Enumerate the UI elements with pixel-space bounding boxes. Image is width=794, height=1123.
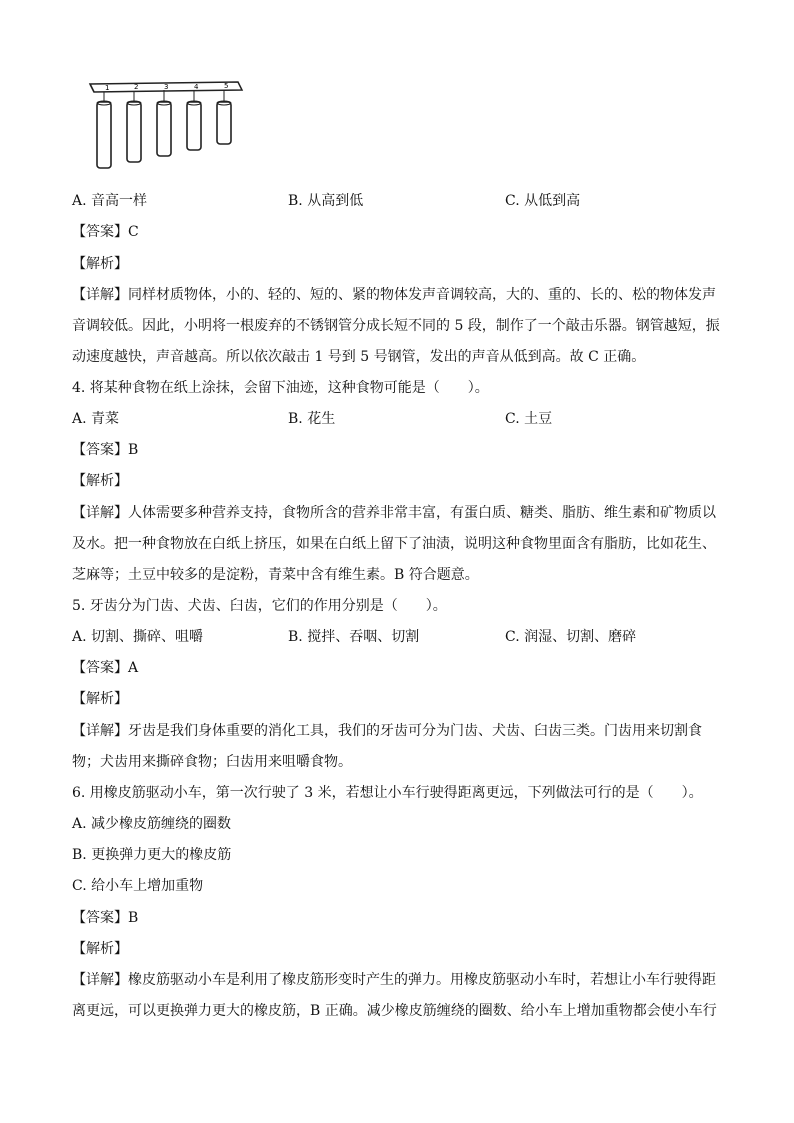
- q6-option-a: A. 减少橡皮筋缠绕的圈数: [72, 816, 232, 832]
- tube-5: [217, 102, 231, 144]
- q6-detail-line-1: 【详解】橡皮筋驱动小车是利用了橡皮筋形变时产生的弹力。用橡皮筋驱动小车时，若想让小车行驶得距: [72, 972, 716, 988]
- q5-option-b: B. 搅拌、吞咽、切割: [288, 629, 420, 645]
- q4-detail-line-3: 芝麻等；土豆中较多的是淀粉，青菜中含有维生素。B 符合题意。: [72, 567, 479, 583]
- q4-option-b: B. 花生: [288, 411, 336, 427]
- tube-label-4: 4: [194, 83, 199, 91]
- q6-analysis-label: 解析: [86, 941, 114, 957]
- q4-question: 4. 将某种食物在纸上涂抹，会留下油迹，这种食物可能是（ ）。: [72, 380, 489, 396]
- q4-analysis-heading: 【解析】: [72, 473, 128, 489]
- q3-analysis-label: 解析: [86, 256, 114, 272]
- tube-label-3: 3: [164, 83, 169, 91]
- q6-question: 6. 用橡皮筋驱动小车，第一次行驶了 3 米，若想让小车行驶得距离更远，下列做法可行的是（ ）。: [72, 785, 703, 801]
- q5-question: 5. 牙齿分为门齿、犬齿、臼齿，它们的作用分别是（ ）。: [72, 598, 447, 614]
- tube-label-2: 2: [134, 83, 139, 91]
- tube-4: [187, 102, 201, 150]
- q5-analysis-label: 解析: [86, 691, 114, 707]
- tube-label-1: 1: [105, 84, 110, 92]
- q4-analysis-label: 解析: [86, 473, 114, 489]
- q4-detail-line-1: 【详解】人体需要多种营养支持，食物所含的营养非常丰富，有蛋白质、糖类、脂肪、维生素和矿物质以: [72, 505, 716, 521]
- q5-option-c: C. 润湿、切割、磨碎: [505, 629, 637, 645]
- q3-detail-line-3: 动速度越快，声音越高。所以依次敲击 1 号到 5 号钢管，发出的声音从低到高。故 C 正确。: [72, 349, 646, 365]
- q3-option-b: B. 从高到低: [288, 193, 364, 209]
- q4-option-a: A. 青菜: [72, 411, 120, 427]
- q4-answer: 【答案】B: [72, 442, 139, 458]
- q5-detail-line-2: 物；犬齿用来撕碎食物；臼齿用来咀嚼食物。: [72, 754, 352, 770]
- q4-option-c: C. 土豆: [505, 411, 553, 427]
- q3-option-a: A. 音高一样: [72, 193, 148, 209]
- q6-detail-line-2: 离更远，可以更换弹力更大的橡皮筋，B 正确。减少橡皮筋缠绕的圈数、给小车上增加重物都会使小车行: [72, 1003, 717, 1019]
- q5-option-a: A. 切割、撕碎、咀嚼: [72, 629, 204, 645]
- q6-analysis-heading: 【解析】: [72, 941, 128, 957]
- q6-option-c: C. 给小车上增加重物: [72, 878, 204, 894]
- steel-tube-chime-figure: [86, 76, 246, 176]
- q4-detail-line-2: 及水。把一种食物放在白纸上挤压，如果在白纸上留下了油渍，说明这种食物里面含有脂肪，比如花生、: [72, 536, 716, 552]
- tube-2: [127, 102, 141, 162]
- q6-option-b: B. 更换弹力更大的橡皮筋: [72, 847, 232, 863]
- q3-detail-line-2: 音调较低。因此，小明将一根废弃的不锈钢管分成长短不同的 5 段，制作了一个敲击乐器。钢管越短，振: [72, 318, 720, 334]
- q3-analysis-heading: 【解析】: [72, 256, 128, 272]
- q6-answer: 【答案】B: [72, 910, 139, 926]
- q5-analysis-heading: 【解析】: [72, 691, 128, 707]
- q3-answer: 【答案】C: [72, 224, 139, 240]
- q5-detail-line-1: 【详解】牙齿是我们身体重要的消化工具，我们的牙齿可分为门齿、犬齿、臼齿三类。门齿用来切割食: [72, 723, 702, 739]
- tube-label-5: 5: [224, 82, 229, 90]
- q3-detail-line-1: 【详解】同样材质物体，小的、轻的、短的、紧的物体发声音调较高，大的、重的、长的、松的物体发声: [72, 287, 716, 303]
- q3-option-c: C. 从低到高: [505, 193, 581, 209]
- tube-1: [97, 102, 111, 168]
- q5-answer: 【答案】A: [72, 660, 139, 676]
- tube-3: [157, 102, 171, 156]
